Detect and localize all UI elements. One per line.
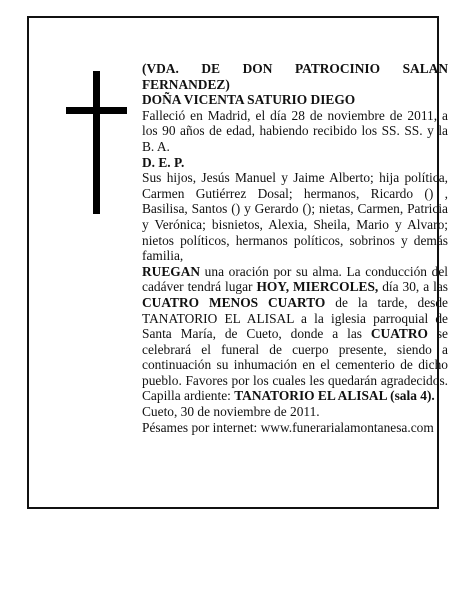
cross-icon bbox=[29, 18, 30, 19]
widow-line: (VDA. DE DON PATROCINIO SALAN FERNANDEZ) bbox=[142, 61, 448, 92]
day-bold: HOY, MIERCOLES, bbox=[256, 279, 379, 295]
death-notice: Falleció en Madrid, el día 28 de noviembre de 2011, a los 90 años de edad, habiendo recibido los SS. SS. y la B. A. bbox=[142, 107, 448, 154]
obituary-text bbox=[142, 61, 448, 435]
obituary-card bbox=[27, 16, 448, 509]
family-list: Sus hijos, Jesús Manuel y Jaime Alberto; hija política, Carmen Gutiérrez Dosal; hermanos, Ricardo () , Basilisa, Santos () y Gerardo (); nietas, Carmen, Patricia y Verónica; bisnietos, Alexia, Sheila, Mario y Alvaro; nietos políticos, hermanos políticos, sobrinos y demás familia, bbox=[142, 170, 448, 264]
chapel-bold: TANATORIO EL ALISAL (sala 4). bbox=[234, 388, 435, 404]
request-bold: RUEGAN bbox=[142, 263, 201, 279]
place-date: Cueto, 30 de noviembre de 2011. bbox=[142, 404, 320, 420]
request-text: una oración por su alma. La conducción del cadáver tendrá lugar bbox=[142, 263, 448, 295]
ceremony-details bbox=[142, 264, 448, 404]
funeral-time-bold: CUATRO bbox=[370, 326, 428, 342]
time-bold: CUATRO MENOS CUARTO bbox=[142, 294, 326, 310]
funeral-text: se celebrará el funeral de cuerpo presente, siendo a continuación su inhumación en el cementerio de dicho pueblo. Favores por los cuales les quedarán agradecidos. Capilla ardiente: bbox=[142, 326, 448, 404]
rip-line: D. E. P. bbox=[142, 154, 185, 170]
cross-vertical-bar bbox=[93, 71, 100, 214]
cross-horizontal-bar bbox=[66, 107, 127, 114]
deceased-name: DOÑA VICENTA SATURIO DIEGO bbox=[142, 92, 356, 108]
day-text: día 30, a las bbox=[378, 279, 448, 295]
time-text: de la tarde, desde TANATORIO EL ALISAL a la iglesia parroquial de Santa María, de Cueto, donde a las bbox=[142, 294, 448, 342]
condolences-line: Pésames por internet: www.funerarialamontanesa.com bbox=[142, 419, 434, 435]
